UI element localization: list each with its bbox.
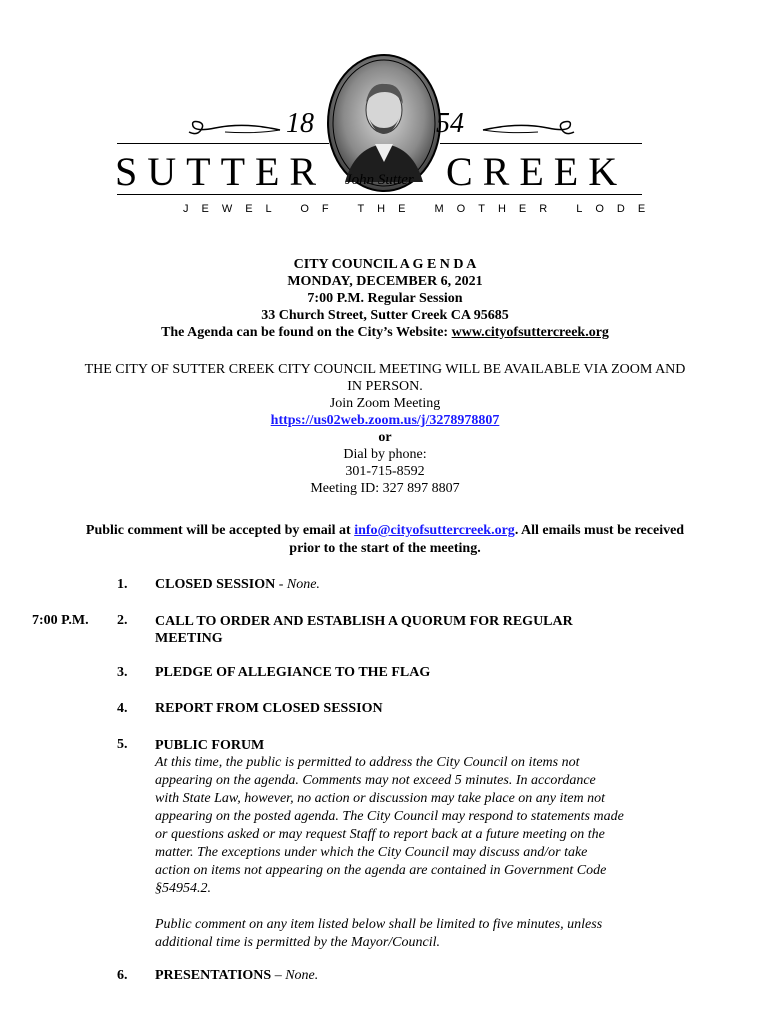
zoom-link[interactable]: https://us02web.zoom.us/j/3278978807 xyxy=(270,413,500,428)
body-line: At this time, the public is permitted to address the City Council on items not xyxy=(155,755,580,770)
signature: John Sutter xyxy=(345,172,414,188)
email-link[interactable]: info@cityofsuttercreek.org xyxy=(354,523,515,538)
join-zoom-label: Join Zoom Meeting xyxy=(329,396,441,411)
session-time: 7:00 P.M. Regular Session xyxy=(307,291,463,306)
body-line: or questions asked or may request Staff to report back at a future meeting on the xyxy=(155,827,605,842)
agenda-item-3: PLEDGE OF ALLEGIANCE TO THE FLAG xyxy=(155,665,431,680)
logo-word-left: SUTTER xyxy=(115,149,327,194)
public-comment-prefix: Public comment will be accepted by email at xyxy=(85,523,351,538)
website-prefix: The Agenda can be found on the City’s Website: xyxy=(161,325,449,340)
public-comment-limit-text xyxy=(155,916,695,952)
body-line: matter. The exceptions under which the City Council may discuss and/or take xyxy=(155,845,588,860)
meeting-date: MONDAY, DECEMBER 6, 2021 xyxy=(287,274,483,289)
right-flourish xyxy=(478,118,578,140)
agenda-item-2 xyxy=(155,613,573,647)
body-line: action on items not appearing on the agenda are contained in Government Code xyxy=(155,863,607,878)
item-number: 3. xyxy=(117,665,128,680)
item-number: 4. xyxy=(117,701,128,716)
availability-line1: THE CITY OF SUTTER CREEK CITY COUNCIL MEETING WILL BE AVAILABLE VIA ZOOM AND xyxy=(84,362,686,377)
public-comment-line2: prior to the start of the meeting. xyxy=(289,541,481,556)
agenda-item-6 xyxy=(155,968,318,984)
public-comment-suffix: . All emails must be received xyxy=(514,523,685,538)
agenda-item-4: REPORT FROM CLOSED SESSION xyxy=(155,701,383,716)
website-line xyxy=(0,324,770,341)
logo-rule-lower xyxy=(117,194,642,195)
logo-word-right: CREEK xyxy=(446,149,628,194)
body-line: with State Law, however, no action or discussion may take place on any item not xyxy=(155,791,606,806)
agenda-header xyxy=(0,256,770,341)
item-note: – None. xyxy=(271,968,319,983)
year-right: 54 xyxy=(436,108,464,139)
logo-rule-upper-left xyxy=(117,143,329,144)
item-title-line1: CALL TO ORDER AND ESTABLISH A QUORUM FOR REGULAR xyxy=(155,614,573,629)
logo-rule-upper-right xyxy=(440,143,642,144)
public-forum-text xyxy=(155,754,695,898)
meeting-info xyxy=(0,361,770,497)
item-time: 7:00 P.M. xyxy=(32,613,89,628)
website-link[interactable]: www.cityofsuttercreek.org xyxy=(451,325,609,340)
item-title: PRESENTATIONS xyxy=(155,968,272,983)
body-line: appearing on the posted agenda. The City Council may respond to statements made xyxy=(155,809,624,824)
availability-line2: IN PERSON. xyxy=(347,379,423,394)
year-left: 18 xyxy=(286,108,314,139)
item-title: CLOSED SESSION xyxy=(155,577,276,592)
item-number: 1. xyxy=(117,577,128,592)
meeting-id: Meeting ID: 327 897 8807 xyxy=(310,481,460,496)
left-flourish xyxy=(185,118,285,140)
public-comment xyxy=(0,522,770,558)
meeting-address: 33 Church Street, Sutter Creek CA 95685 xyxy=(261,308,509,323)
item-title: PUBLIC FORUM xyxy=(155,738,265,753)
item-number: 5. xyxy=(117,737,128,752)
dial-label: Dial by phone: xyxy=(343,447,427,462)
item-number: 2. xyxy=(117,613,128,628)
agenda-item-5 xyxy=(155,737,695,952)
body-line: additional time is permitted by the Mayor/Council. xyxy=(155,935,441,950)
body-line: §54954.2. xyxy=(155,881,211,896)
body-line: appearing on the agenda. Comments may not exceed 5 minutes. In accordance xyxy=(155,773,596,788)
phone-number: 301-715-8592 xyxy=(345,464,425,479)
tagline: JEWEL OF THE MOTHER LODE xyxy=(183,203,659,215)
item-title-line2: MEETING xyxy=(155,631,223,646)
or-label: or xyxy=(378,430,392,445)
body-line: Public comment on any item listed below shall be limited to five minutes, unless xyxy=(155,917,603,932)
item-note: - None. xyxy=(275,577,320,592)
agenda-item-1 xyxy=(155,577,320,593)
item-number: 6. xyxy=(117,968,128,983)
agenda-title: CITY COUNCIL A G E N D A xyxy=(293,257,477,272)
